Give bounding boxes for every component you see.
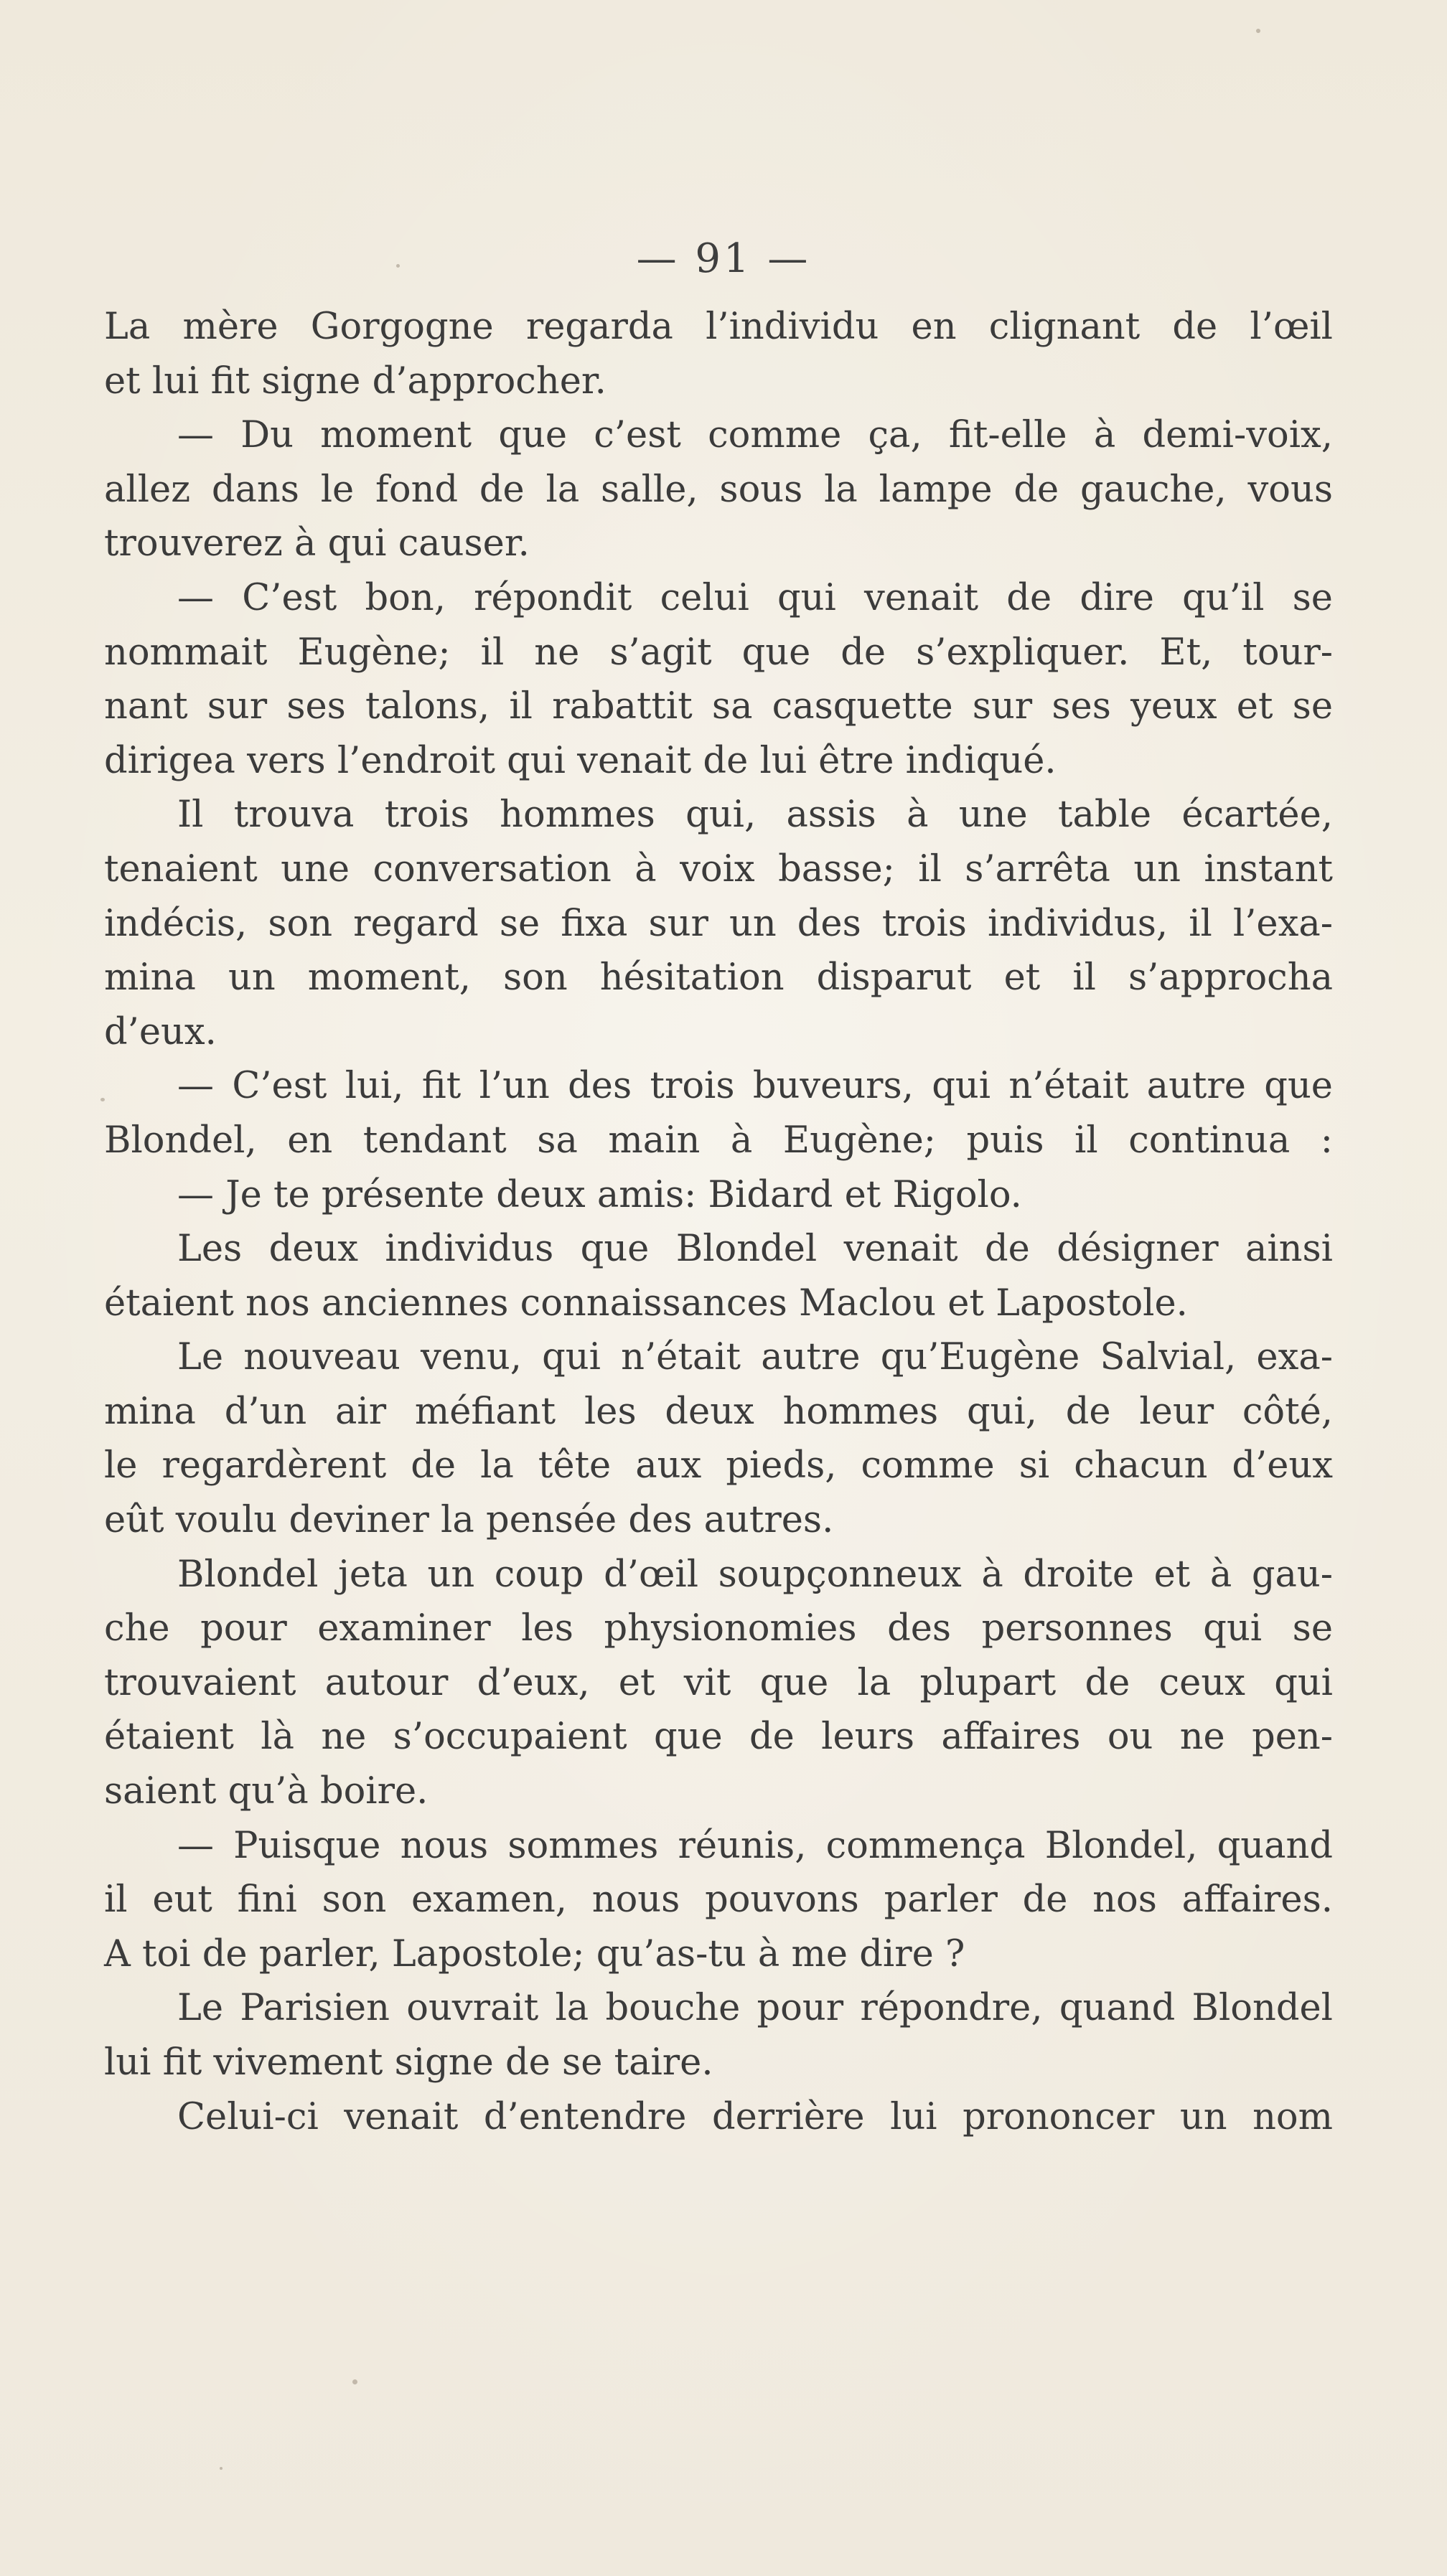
text-line: dirigea vers l’endroit qui venait de lui être indiqué. [104,739,1057,782]
text-line: étaient nos anciennes connaissances Maclou et Lapostole. [104,1282,1188,1325]
text-line: lui fit vivement signe de se taire. [104,2041,713,2084]
body-text [104,300,1333,2144]
text-line: mina d’un air méfiant les deux hommes qui, de leur côté, [104,1390,1333,1433]
text-line: Les deux individus que Blondel venait de désigner ainsi [177,1228,1333,1271]
text-line: saient qu’à boire. [104,1770,429,1813]
text-line: Blondel, en tendant sa main à Eugène; puis il continua : [104,1119,1333,1162]
text-line: — C’est lui, fit l’un des trois buveurs, qui n’était autre que [177,1065,1333,1108]
text-line: d’eux. [104,1010,217,1053]
paper-speck [100,1098,105,1101]
text-line: étaient là ne s’occupaient que de leurs affaires ou ne pen- [104,1716,1333,1759]
text-line: nant sur ses talons, il rabattit sa casquette sur ses yeux et se [104,685,1333,728]
text-line: et lui fit signe d’approcher. [104,359,607,403]
page-number: — 91 — [636,235,811,282]
text-line: — Je te présente deux amis: Bidard et Rigolo. [177,1173,1022,1216]
text-line: trouvaient autour d’eux, et vit que la plupart de ceux qui [104,1661,1333,1704]
text-line: — Du moment que c’est comme ça, fit-elle à demi-voix, [177,414,1333,457]
text-line: il eut fini son examen, nous pouvons parler de nos affaires. [104,1879,1333,1922]
paper-speck [396,264,400,268]
paper-speck [352,2379,357,2384]
text-line: Blondel jeta un coup d’œil soupçonneux à droite et à gau- [177,1553,1333,1596]
text-line: — Puisque nous sommes réunis, commença Blondel, quand [177,1824,1333,1867]
text-line: eût voulu deviner la pensée des autres. [104,1499,834,1542]
text-line: Celui-ci venait d’entendre derrière lui prononcer un nom [177,2095,1333,2138]
paper-speck [220,2467,223,2470]
text-line: trouverez à qui causer. [104,522,530,565]
text-line: le regardèrent de la tête aux pieds, comme si chacun d’eux [104,1444,1333,1487]
text-line: La mère Gorgogne regarda l’individu en clignant de l’œil [104,306,1333,348]
text-line: Le Parisien ouvrait la bouche pour répondre, quand Blondel [177,1987,1333,2030]
text-line: allez dans le fond de la salle, sous la lampe de gauche, vous [104,468,1333,511]
text-line: indécis, son regard se fixa sur un des trois individus, il l’exa- [104,902,1333,945]
text-line: A toi de parler, Lapostole; qu’as-tu à me dire ? [104,1932,965,1975]
text-line: — C’est bon, répondit celui qui venait de dire qu’il se [177,576,1333,619]
text-line: tenaient une conversation à voix basse; il s’arrêta un instant [104,847,1333,890]
text-line: Le nouveau venu, qui n’était autre qu’Eugène Salvial, exa- [177,1336,1333,1379]
text-line: che pour examiner les physionomies des personnes qui se [104,1607,1333,1650]
text-line: mina un moment, son hésitation disparut et il s’approcha [104,956,1333,1000]
paper-speck [1256,29,1260,33]
text-line: nommait Eugène; il ne s’agit que de s’expliquer. Et, tour- [104,631,1333,674]
text-line: Il trouva trois hommes qui, assis à une table écartée, [177,794,1333,837]
